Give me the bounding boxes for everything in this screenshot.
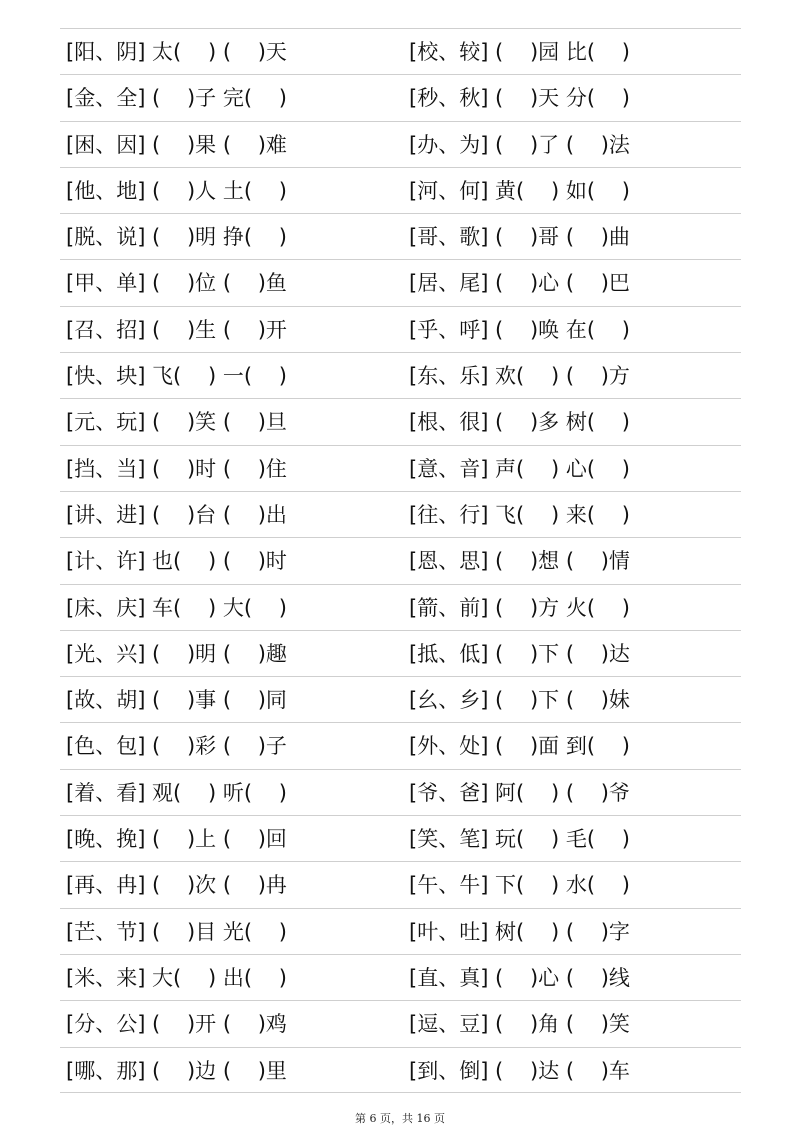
left-exercise: [挡、当] ( )时 ( )住: [66, 456, 287, 481]
left-exercise: [计、许] 也( ) ( )时: [66, 549, 287, 574]
exercise-row: [60, 1000, 741, 1046]
exercise-row: [60, 398, 741, 444]
right-exercise: [外、处] ( )面 到( ): [409, 734, 630, 759]
left-exercise: [脱、说] ( )明 挣( ): [66, 225, 287, 250]
right-exercise: [意、音] 声( ) 心( ): [409, 456, 630, 481]
left-exercise: [分、公] ( )开 ( )鸡: [66, 1012, 287, 1037]
right-exercise: [往、行] 飞( ) 来( ): [409, 502, 630, 527]
exercise-row: [60, 722, 741, 768]
exercise-row: [60, 1047, 741, 1093]
page-footer: 第 6 页，共 16 页: [355, 1112, 445, 1125]
exercise-row: [60, 630, 741, 676]
left-exercise: [床、庆] 车( ) 大( ): [66, 595, 287, 620]
left-exercise: [元、玩] ( )笑 ( )旦: [66, 410, 287, 435]
exercise-sheet: [60, 28, 741, 1093]
right-exercise: [到、倒] ( )达 ( )车: [409, 1058, 630, 1083]
exercise-row: [60, 676, 741, 722]
exercise-row: [60, 445, 741, 491]
exercise-row: [60, 537, 741, 583]
right-exercise: [爷、爸] 阿( ) ( )爷: [409, 780, 630, 805]
left-exercise: [召、招] ( )生 ( )开: [66, 317, 287, 342]
exercise-row: [60, 491, 741, 537]
right-exercise: [秒、秋] ( )天 分( ): [409, 86, 630, 111]
left-exercise: [米、来] 大( ) 出( ): [66, 965, 287, 990]
left-exercise: [着、看] 观( ) 听( ): [66, 780, 287, 805]
right-exercise: [东、乐] 欢( ) ( )方: [409, 364, 630, 389]
left-exercise: [哪、那] ( )边 ( )里: [66, 1058, 287, 1083]
exercise-row: [60, 352, 741, 398]
exercise-row: [60, 74, 741, 120]
left-exercise: [芒、节] ( )目 光( ): [66, 919, 287, 944]
right-exercise: [办、为] ( )了 ( )法: [409, 132, 630, 157]
exercise-row: [60, 954, 741, 1000]
left-exercise: [阳、阴] 太( ) ( )天: [66, 40, 287, 64]
exercise-row: [60, 861, 741, 907]
right-exercise: [哥、歌] ( )哥 ( )曲: [409, 225, 630, 250]
right-exercise: [箭、前] ( )方 火( ): [409, 595, 630, 620]
exercise-row: [60, 769, 741, 815]
right-exercise: [笑、笔] 玩( ) 毛( ): [409, 827, 630, 852]
exercise-row: [60, 121, 741, 167]
right-exercise: [河、何] 黄( ) 如( ): [409, 178, 630, 203]
left-exercise: [晚、挽] ( )上 ( )回: [66, 827, 287, 852]
right-exercise: [校、较] ( )园 比( ): [409, 40, 630, 64]
right-exercise: [叶、吐] 树( ) ( )字: [409, 919, 630, 944]
left-exercise: [再、冉] ( )次 ( )冉: [66, 873, 287, 898]
exercise-row: [60, 167, 741, 213]
left-exercise: [快、块] 飞( ) 一( ): [66, 364, 287, 389]
left-exercise: [故、胡] ( )事 ( )同: [66, 688, 287, 713]
exercise-row: [60, 28, 741, 74]
exercise-row: [60, 259, 741, 305]
exercise-row: [60, 815, 741, 861]
left-exercise: [光、兴] ( )明 ( )趣: [66, 641, 287, 666]
right-exercise: [直、真] ( )心 ( )线: [409, 965, 630, 990]
right-exercise: [根、很] ( )多 树( ): [409, 410, 630, 435]
right-exercise: [居、尾] ( )心 ( )巴: [409, 271, 630, 296]
left-exercise: [甲、单] ( )位 ( )鱼: [66, 271, 287, 296]
left-exercise: [金、全] ( )子 完( ): [66, 86, 287, 111]
right-exercise: [抵、低] ( )下 ( )达: [409, 641, 630, 666]
left-exercise: [困、因] ( )果 ( )难: [66, 132, 287, 157]
right-exercise: [恩、思] ( )想 ( )情: [409, 549, 630, 574]
exercise-row: [60, 908, 741, 954]
left-exercise: [讲、进] ( )台 ( )出: [66, 502, 287, 527]
exercise-row: [60, 213, 741, 259]
exercise-row: [60, 306, 741, 352]
left-exercise: [他、地] ( )人 土( ): [66, 178, 287, 203]
right-exercise: [乎、呼] ( )唤 在( ): [409, 317, 630, 342]
left-exercise: [色、包] ( )彩 ( )子: [66, 734, 287, 759]
right-exercise: [逗、豆] ( )角 ( )笑: [409, 1012, 630, 1037]
right-exercise: [幺、乡] ( )下 ( )妹: [409, 688, 630, 713]
right-exercise: [午、牛] 下( ) 水( ): [409, 873, 630, 898]
exercise-row: [60, 584, 741, 630]
